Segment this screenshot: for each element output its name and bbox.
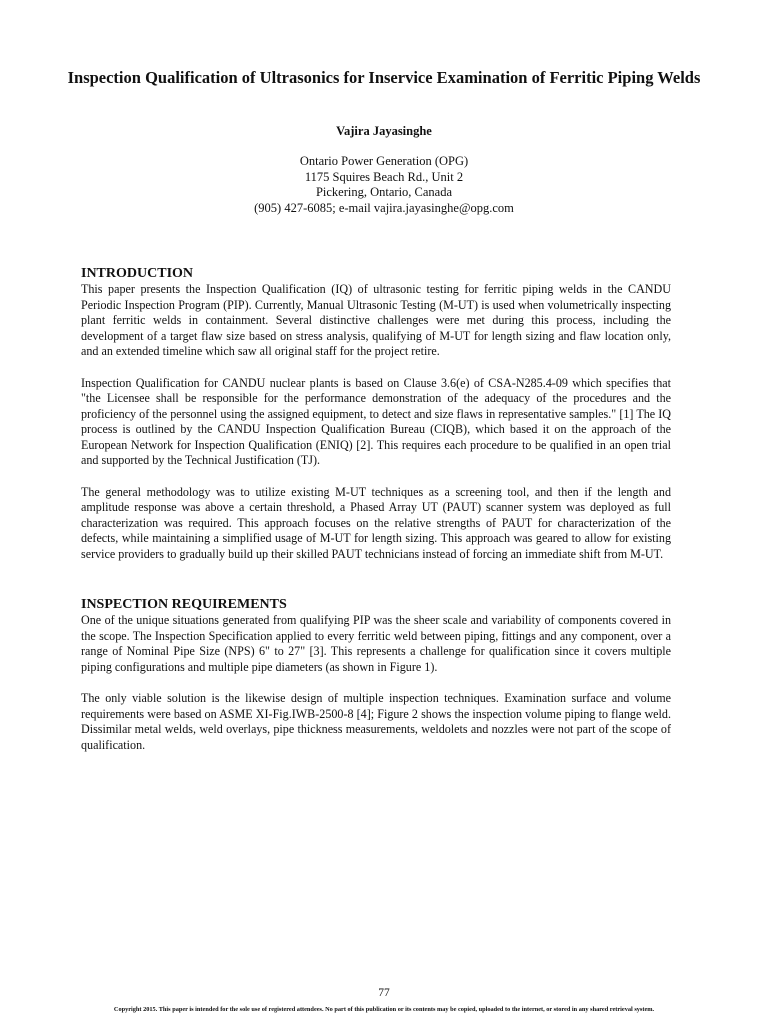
section-introduction: [81, 266, 671, 562]
paragraph: This paper presents the Inspection Qualification (IQ) of ultrasonic testing for ferritic piping welds in the CANDU Periodic Inspection Program (PIP). Currently, Manual Ultrasonic Testing (M-UT) is used when volumetrically inspecting plant ferritic welds in containment. Several distinctive challenges were met during this process, including the development of a target flaw size based on stress analysis, qualifying of M-UT for length sizing and flaw location only, and an extended timeline which saw all original staff for the project retire.: [81, 282, 671, 358]
paragraph: The general methodology was to utilize existing M-UT techniques as a screening tool, and then if the length and amplitude response was above a certain threshold, a Phased Array UT (PAUT) scanner system was deployed as full characterization was required. This approach focuses on the relative strengths of PAUT for characterization of the defects, while maintaining a simplified usage of M-UT for length sizing. This approach was geared to allow for existing service providers to gradually build up their skilled PAUT technicians instead of forcing an immediate shift from M-UT.: [81, 484, 671, 561]
paper-title: Inspection Qualification of Ultrasonics for Inservice Examination of Ferritic Piping Welds: [67, 68, 701, 87]
affiliation-contact: (905) 427-6085; e-mail vajira.jayasinghe@opg.com: [254, 200, 514, 215]
page-number: 77: [378, 987, 390, 999]
paragraph: One of the unique situations generated from qualifying PIP was the sheer scale and variability of components covered in the scope. The Inspection Specification applied to every ferritic weld between piping, fittings and any component, over a range of Nominal Pipe Size (NPS) 6" to 27" [3]. This represents a challenge for qualification since it covers multiple piping configurations and multiple pipe diameters (as shown in Figure 1).: [81, 613, 671, 674]
section-inspection-requirements: [81, 597, 671, 753]
section-heading: INTRODUCTION: [81, 266, 194, 281]
affiliation-street: 1175 Squires Beach Rd., Unit 2: [304, 169, 464, 184]
affiliation-organization: Ontario Power Generation (OPG): [299, 154, 469, 168]
author-name: Vajira Jayasinghe: [336, 124, 432, 138]
section-heading: INSPECTION REQUIREMENTS: [81, 597, 287, 612]
copyright-notice: Copyright 2015. This paper is intended for the sole use of registered attendees. No part of this publication or its contents may be copied, uploaded to the internet, or stored in any shared retrieval system.: [113, 1006, 655, 1013]
paragraph: Inspection Qualification for CANDU nuclear plants is based on Clause 3.6(e) of CSA-N285.4-09 which specifies that "the Licensee shall be responsible for the performance demonstration of the adequacy of the procedures and the proficiency of the personnel using the assigned equipment, to detect and size flaws in representative samples." [1] The IQ process is outlined by the CANDU Inspection Qualification Bureau (CIQB), which based it on the approach of the European Network for Inspection Qualification (ENIQ) [2]. This requires each procedure to be qualified in an open trial and supported by the Technical Justification (TJ).: [81, 375, 671, 467]
author-affiliation: [60, 154, 708, 216]
affiliation-city: Pickering, Ontario, Canada: [315, 185, 453, 199]
paragraph: The only viable solution is the likewise design of multiple inspection techniques. Examination surface and volume requirements were based on ASME XI-Fig.IWB-2500-8 [4]; Figure 2 shows the inspection volume piping to flange weld. Dissimilar metal welds, weld overlays, pipe thickness measurements, weldolets and nozzles were not part of the scope of qualification.: [81, 691, 671, 752]
